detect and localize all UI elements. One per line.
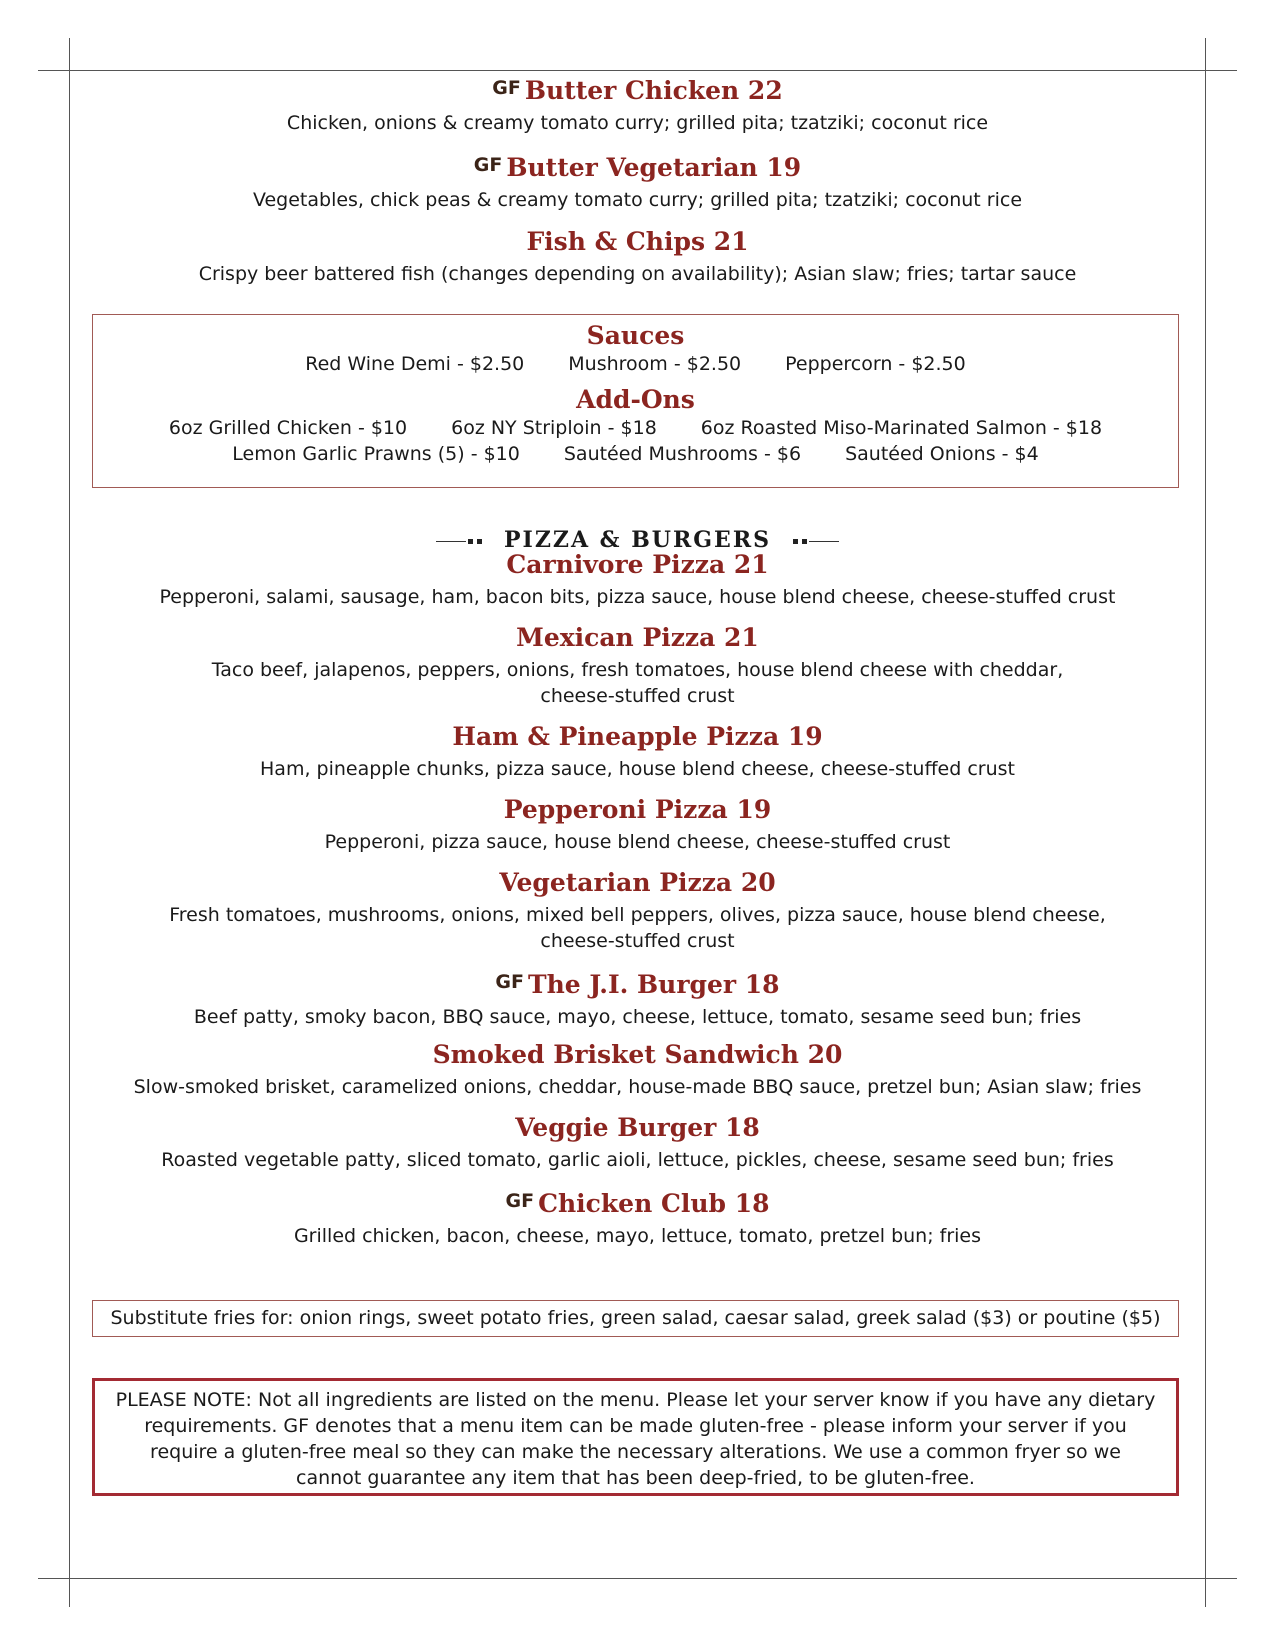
addon-item: Sautéed Mushrooms - $6: [563, 443, 802, 465]
addon-item: 6oz NY Striploin - $18: [451, 417, 657, 439]
menu-item-desc: Ham, pineapple chunks, pizza sauce, house blend cheese, cheese-stuffed crust: [260, 758, 1015, 780]
addon-item: Lemon Garlic Prawns (5) - $10: [232, 443, 520, 465]
ornament-square: [468, 539, 473, 544]
sauces-row: [93, 351, 1178, 377]
addon-item: 6oz Grilled Chicken - $10: [168, 417, 408, 439]
ornament-line: [809, 541, 839, 542]
gf-badge: GF: [495, 971, 524, 993]
addons-title: Add-Ons: [576, 385, 695, 414]
menu-item: [70, 868, 1205, 967]
ornament-square: [802, 539, 807, 544]
addons-row-1: [93, 415, 1178, 441]
sauce-item: Mushroom - $2.50: [568, 353, 742, 375]
menu-item-desc: Grilled chicken, bacon, cheese, mayo, lettuce, tomato, pretzel bun; fries: [293, 1225, 982, 1247]
menu-item-desc: Pepperoni, salami, sausage, ham, bacon bits, pizza sauce, house blend cheese, cheese-stuffed crust: [159, 586, 1116, 608]
menu-item-title: Mexican Pizza 21: [516, 623, 759, 652]
menu-item-title: $^{GF}$ Butter Chicken 22: [492, 76, 783, 105]
gf-badge: GF: [473, 154, 503, 176]
sauce-item: Peppercorn - $2.50: [785, 353, 966, 375]
menu-page: [70, 70, 1205, 1580]
menu-item-desc: Vegetables, chick peas & creamy tomato curry; grilled pita; tzatziki; coconut rice: [252, 189, 1023, 211]
menu-item-title: $^{GF}$ Chicken Club 18: [505, 1189, 770, 1218]
section-title: PIZZA & BURGERS: [504, 527, 771, 553]
menu-item-desc: Fresh tomatoes, mushrooms, onions, mixed bell peppers, olives, pizza sauce, house blend cheese, cheese-stuffed crust: [169, 904, 1106, 952]
menu-item-desc: Chicken, onions & creamy tomato curry; grilled pita; tzatziki; coconut rice: [286, 112, 989, 134]
menu-item-title: $^{GF}$ Butter Vegetarian 19: [473, 153, 802, 182]
menu-item: [70, 722, 1205, 795]
menu-item-title: Ham & Pineapple Pizza 19: [452, 722, 823, 751]
menu-item-title: $^{GF}$ The J.I. Burger 18: [495, 970, 780, 999]
menu-item: [70, 795, 1205, 868]
menu-item-desc: Crispy beer battered fish (changes depending on availability); Asian slaw; fries; tartar sauce: [198, 263, 1077, 285]
pizza-burger-items: [70, 550, 1205, 1259]
sauces-addons-box: [92, 314, 1179, 488]
menu-item: [70, 623, 1205, 722]
gf-badge: GF: [492, 77, 521, 99]
menu-item: [70, 1113, 1205, 1186]
menu-item-desc: Roasted vegetable patty, sliced tomato, garlic aioli, lettuce, pickles, cheese, sesame seed bun; fries: [161, 1149, 1114, 1171]
top-items: [70, 73, 1205, 304]
menu-item: [70, 227, 1205, 304]
menu-item-title: Pepperoni Pizza 19: [503, 795, 772, 824]
menu-item: [70, 967, 1205, 1040]
menu-item: [70, 73, 1205, 150]
please-note-box: PLEASE NOTE: Not all ingredients are listed on the menu. Please let your server know if you have any dietary requirements. GF denotes that a menu item can be made gluten-free - please inform your server if you require a gluten-free meal so they can make the necessary alterations. We use a common fryer so we cannot guarantee any item that has been deep-fried, to be gluten-free.: [92, 1378, 1179, 1496]
menu-item-title: Fish & Chips 21: [526, 227, 749, 256]
substitute-box: Substitute fries for: onion rings, sweet potato fries, green salad, caesar salad, greek salad ($3) or poutine ($5): [92, 1300, 1179, 1337]
sauces-title: Sauces: [586, 321, 685, 350]
addons-row-2: [93, 441, 1178, 467]
menu-item: [70, 550, 1205, 623]
menu-item-desc: Slow-smoked brisket, caramelized onions, cheddar, house-made BBQ sauce, pretzel bun; Asian slaw; fries: [133, 1076, 1142, 1098]
menu-item: [70, 1186, 1205, 1259]
menu-item: [70, 150, 1205, 227]
ornament-line: [436, 541, 466, 542]
sauce-item: Red Wine Demi - $2.50: [305, 353, 525, 375]
menu-item-title: Smoked Brisket Sandwich 20: [432, 1040, 843, 1069]
ornament-square: [477, 539, 482, 544]
addon-item: Sautéed Onions - $4: [845, 443, 1039, 465]
menu-item-desc: Beef patty, smoky bacon, BBQ sauce, mayo, cheese, lettuce, tomato, sesame seed bun; fries: [193, 1006, 1082, 1028]
menu-item-title: Vegetarian Pizza 20: [499, 868, 776, 897]
menu-item-desc: Pepperoni, pizza sauce, house blend cheese, cheese-stuffed crust: [324, 831, 951, 853]
gf-badge: GF: [505, 1190, 535, 1212]
menu-item-title: Carnivore Pizza 21: [506, 550, 769, 579]
ornament-square: [793, 539, 798, 544]
addon-item: 6oz Roasted Miso-Marinated Salmon - $18: [700, 417, 1103, 439]
menu-item: [70, 1040, 1205, 1113]
crop-mark-top-right-v: [1205, 38, 1206, 1607]
menu-item-desc: Taco beef, jalapenos, peppers, onions, fresh tomatoes, house blend cheese with cheddar, cheese-stuffed crust: [211, 659, 1064, 707]
menu-item-title: Veggie Burger 18: [515, 1113, 760, 1142]
